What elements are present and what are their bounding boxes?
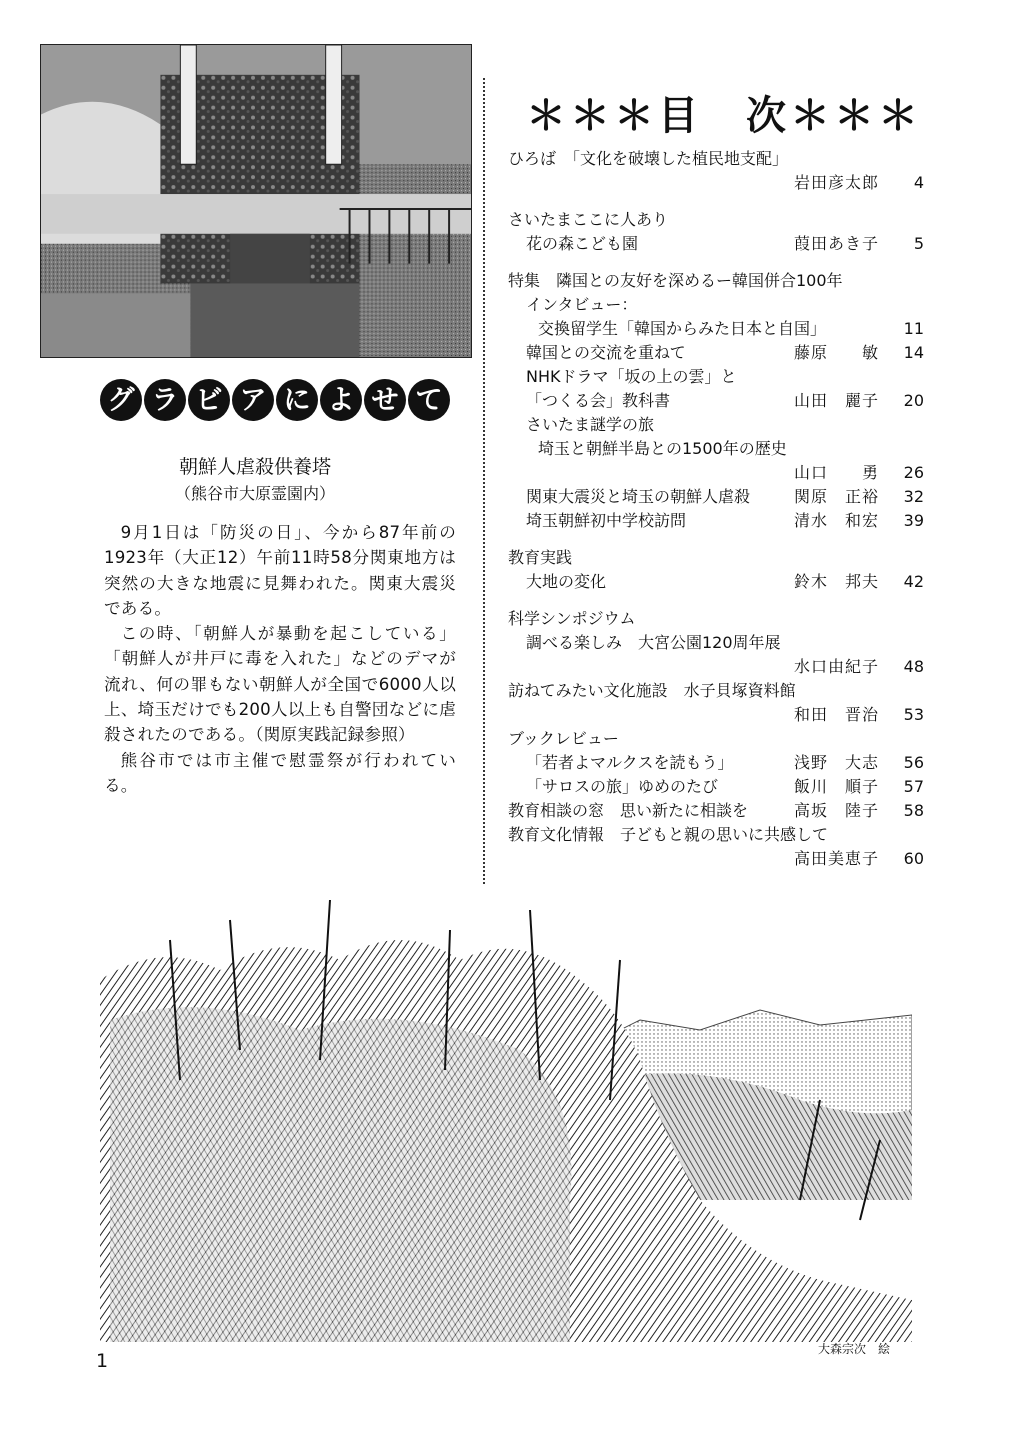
toc-author: 浅野 大志 bbox=[794, 753, 880, 772]
toc-author: 高坂 陸子 bbox=[794, 801, 880, 820]
banner-char: グ bbox=[100, 379, 142, 421]
toc-author: 山田 麗子 bbox=[794, 391, 880, 410]
toc-author: 関原 正裕 bbox=[794, 487, 880, 506]
toc-title: 「つくる会」教科書 bbox=[526, 391, 671, 410]
toc-row[interactable] bbox=[508, 269, 924, 293]
toc-page: 5 bbox=[913, 234, 924, 253]
toc-row[interactable] bbox=[508, 461, 924, 485]
toc-row[interactable] bbox=[508, 607, 924, 631]
toc-row[interactable] bbox=[508, 751, 924, 775]
toc-row[interactable] bbox=[508, 679, 924, 703]
toc-title: 科学シンポジウム bbox=[508, 609, 636, 628]
toc-page: 4 bbox=[913, 173, 924, 192]
toc-title: 「サロスの旅」ゆめのたび bbox=[526, 777, 719, 796]
banner-char: ビ bbox=[188, 379, 230, 421]
toc-row[interactable] bbox=[508, 293, 924, 317]
toc-title: 教育実践 bbox=[508, 548, 573, 567]
toc-page: 56 bbox=[903, 753, 924, 772]
body-paragraph: この時、「朝鮮人が暴動を起こしている」「朝鮮人が井戸に毒を入れた」などのデマが流れ、何の罪もない朝鮮人が全国で6000人以上、埼玉だけでも200人以上も自警団などに虐殺されたのである。（関原実践記録参照） bbox=[104, 624, 456, 745]
column-separator bbox=[483, 78, 485, 884]
toc-row[interactable] bbox=[508, 232, 924, 256]
body-paragraph: 9月1日は「防災の日」、今から87年前の1923年（大正12）午前11時58分関東地方は突然の大きな地震に見舞われた。関東大震災である。 bbox=[104, 523, 456, 618]
toc-row[interactable] bbox=[508, 413, 924, 437]
toc-author: 鈴木 邦夫 bbox=[794, 572, 880, 591]
toc-title: 教育文化情報 子どもと親の思いに共感して bbox=[508, 825, 829, 844]
toc-author: 岩田彦太郎 bbox=[794, 173, 880, 192]
gravure-body bbox=[104, 520, 456, 798]
toc-row[interactable] bbox=[508, 171, 924, 195]
toc-author: 飯川 順子 bbox=[794, 777, 880, 796]
illustration-credit: 大森宗次 絵 bbox=[818, 1342, 891, 1356]
toc-author: 清水 和宏 bbox=[794, 511, 880, 530]
toc-page: 57 bbox=[903, 777, 924, 796]
toc-title: さいたま謎学の旅 bbox=[526, 415, 655, 434]
toc-page: 39 bbox=[903, 511, 924, 530]
toc-page: 60 bbox=[903, 849, 924, 868]
toc-title: 埼玉と朝鮮半島との1500年の歴史 bbox=[538, 439, 787, 458]
body-paragraph: 熊谷市では市主催で慰霊祭が行われている。 bbox=[104, 750, 456, 795]
toc-row[interactable] bbox=[508, 727, 924, 751]
toc-heading: ＊＊＊目 次＊＊＊ bbox=[526, 93, 922, 139]
toc-title: 韓国との交流を重ねて bbox=[526, 343, 686, 362]
gravure-banner bbox=[100, 379, 450, 421]
toc-page: 53 bbox=[903, 705, 924, 724]
toc-page: 26 bbox=[903, 463, 924, 482]
toc-author: 高田美恵子 bbox=[794, 849, 880, 868]
toc-row[interactable] bbox=[508, 389, 924, 413]
toc-author: 和田 晋治 bbox=[794, 705, 880, 724]
toc-row[interactable] bbox=[508, 570, 924, 594]
toc-title: 調べる楽しみ 大宮公園120周年展 bbox=[526, 633, 781, 652]
banner-char: ア bbox=[232, 379, 274, 421]
toc-row[interactable] bbox=[508, 365, 924, 389]
banner-char: て bbox=[408, 379, 450, 421]
landscape-illustration bbox=[100, 900, 912, 1342]
toc-title: 埼玉朝鮮初中学校訪問 bbox=[526, 511, 687, 530]
toc-row[interactable] bbox=[508, 631, 924, 655]
toc-row[interactable] bbox=[508, 703, 924, 727]
toc-author: 山口 勇 bbox=[794, 463, 880, 482]
toc-title: 訪ねてみたい文化施設 水子貝塚資料館 bbox=[508, 681, 796, 700]
toc-row[interactable] bbox=[508, 437, 924, 461]
page-number: 1 bbox=[96, 1350, 109, 1372]
toc-title: ブックレビュー bbox=[508, 729, 619, 748]
toc-row[interactable] bbox=[508, 799, 924, 823]
toc-author: 藤原 敏 bbox=[794, 343, 880, 362]
gravure-title: 朝鮮人虐殺供養塔 bbox=[178, 456, 331, 478]
table-of-contents bbox=[508, 147, 924, 871]
toc-title: 交換留学生「韓国からみた日本と自国」 bbox=[538, 319, 827, 338]
toc-row[interactable] bbox=[508, 546, 924, 570]
toc-title: NHKドラマ「坂の上の雲」と bbox=[526, 367, 737, 386]
toc-title: 特集 隣国との友好を深めるー韓国併合100年 bbox=[508, 271, 843, 290]
toc-row[interactable] bbox=[508, 509, 924, 533]
toc-title: 花の森こども園 bbox=[526, 234, 639, 253]
banner-char: ラ bbox=[144, 379, 186, 421]
toc-title: 教育相談の窓 思い新たに相談を bbox=[508, 801, 749, 820]
toc-title: さいたまここに人あり bbox=[508, 210, 669, 229]
toc-title: インタビュー： bbox=[526, 295, 638, 314]
toc-page: 48 bbox=[903, 657, 924, 676]
toc-page: 11 bbox=[903, 319, 924, 338]
toc-row[interactable] bbox=[508, 317, 924, 341]
toc-page: 58 bbox=[903, 801, 924, 820]
toc-title: 関東大震災と埼玉の朝鮮人虐殺 bbox=[526, 487, 751, 506]
toc-title: 大地の変化 bbox=[526, 572, 607, 591]
gravure-subtitle: （熊谷市大原霊園内） bbox=[174, 484, 335, 503]
toc-row[interactable] bbox=[508, 823, 924, 847]
toc-page: 42 bbox=[903, 572, 924, 591]
memorial-photo bbox=[40, 44, 472, 358]
toc-page: 20 bbox=[903, 391, 924, 410]
toc-row[interactable] bbox=[508, 147, 924, 171]
toc-page: 14 bbox=[903, 343, 924, 362]
toc-row[interactable] bbox=[508, 341, 924, 365]
toc-page: 32 bbox=[903, 487, 924, 506]
banner-char: に bbox=[276, 379, 318, 421]
toc-row[interactable] bbox=[508, 485, 924, 509]
toc-row[interactable] bbox=[508, 655, 924, 679]
banner-char: よ bbox=[320, 379, 362, 421]
toc-row[interactable] bbox=[508, 208, 924, 232]
toc-author: 水口由紀子 bbox=[794, 657, 880, 676]
toc-row[interactable] bbox=[508, 775, 924, 799]
banner-char: せ bbox=[364, 379, 406, 421]
toc-row[interactable] bbox=[508, 847, 924, 871]
toc-title: 「若者よマルクスを読もう」 bbox=[526, 753, 734, 772]
toc-title: ひろば 「文化を破壊した植民地支配」 bbox=[508, 149, 789, 168]
toc-author: 葭田あき子 bbox=[794, 234, 880, 253]
